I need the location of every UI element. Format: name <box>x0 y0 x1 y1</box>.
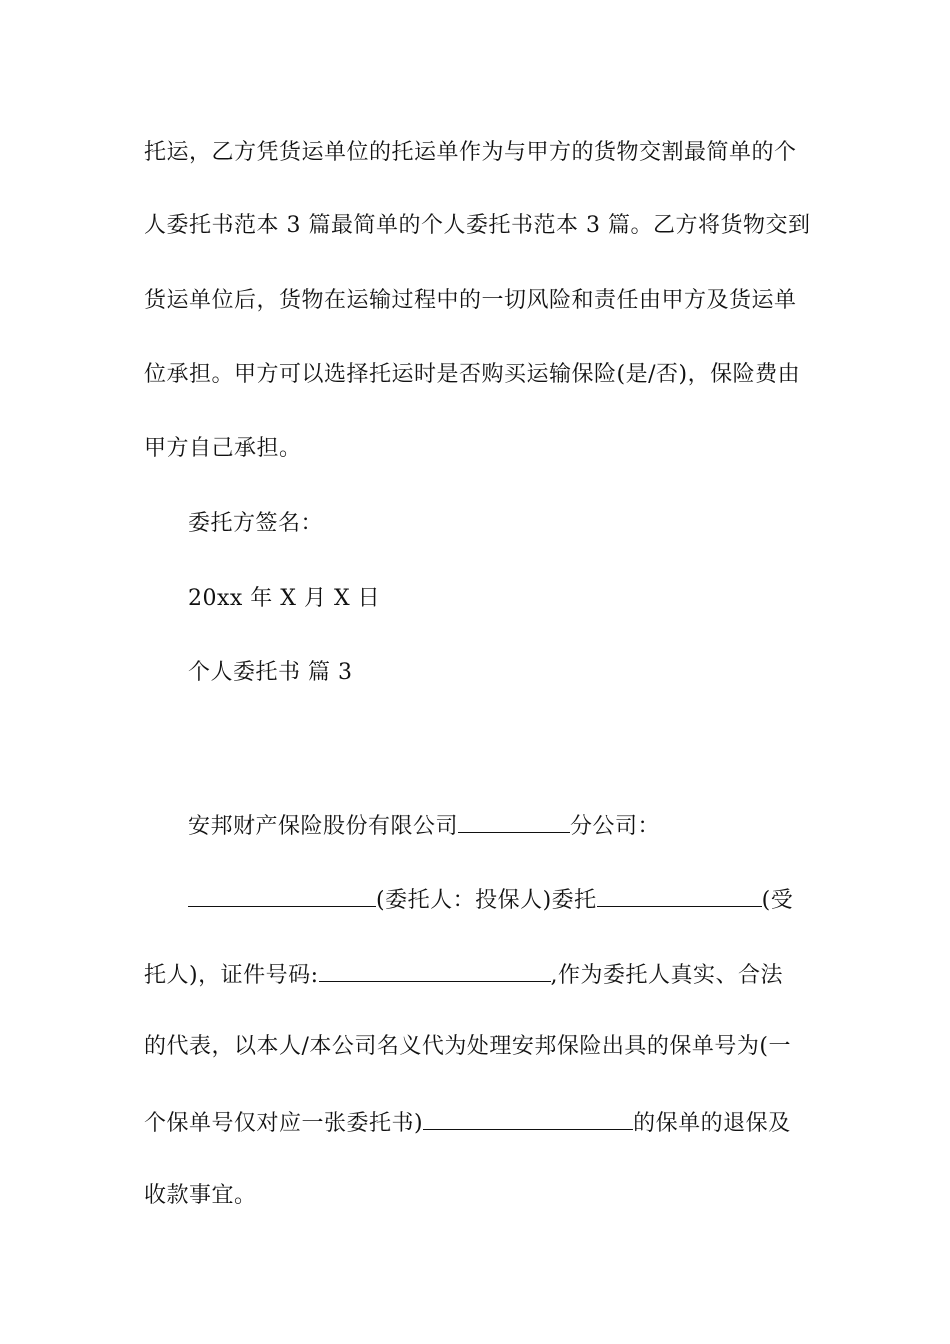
entrust-tail: (受 <box>761 888 794 913</box>
paragraph-line-1: 托运，乙方凭货运单位的托运单作为与甲方的货物交割最简单的个 <box>144 140 797 165</box>
section-heading: 个人委托书 篇 3 <box>188 660 353 685</box>
company-name: 安邦财产保险股份有限公司 <box>188 814 459 839</box>
policy-tail: 的保单的退保及 <box>633 1111 791 1136</box>
agent-blank <box>597 884 762 907</box>
id-number-blank <box>319 959 551 982</box>
paragraph-line-2: 人委托书范本 3 篇最简单的个人委托书范本 3 篇。乙方将货物交到 <box>144 213 811 238</box>
id-tail: ,作为委托人真实、合法 <box>550 963 783 988</box>
policy-label: 个保单号仅对应一张委托书) <box>144 1111 424 1136</box>
policy-line <box>144 1107 808 1138</box>
id-label: 托人)，证件号码: <box>144 963 319 988</box>
represent-line: 的代表，以本人/本公司名义代为处理安邦保险出具的保单号为(一 <box>144 1034 791 1059</box>
final-line: 收款事宜。 <box>144 1183 257 1208</box>
company-line <box>188 810 852 841</box>
paragraph-line-5: 甲方自己承担。 <box>144 436 302 461</box>
paragraph-line-4: 位承担。甲方可以选择托运时是否购买运输保险(是/否)，保险费由 <box>144 362 801 387</box>
principal-blank <box>188 884 376 907</box>
branch-blank <box>458 810 570 833</box>
policy-number-blank <box>423 1107 633 1130</box>
branch-suffix: 分公司： <box>570 814 661 839</box>
id-line <box>144 959 808 990</box>
paragraph-line-3: 货运单位后，货物在运输过程中的一切风险和责任由甲方及货运单 <box>144 288 797 313</box>
entrust-line <box>188 884 852 915</box>
signature-label: 委托方签名： <box>188 511 324 536</box>
entrust-text: (委托人：投保人)委托 <box>376 888 597 913</box>
date-line: 20xx 年 X 月 X 日 <box>188 586 381 611</box>
